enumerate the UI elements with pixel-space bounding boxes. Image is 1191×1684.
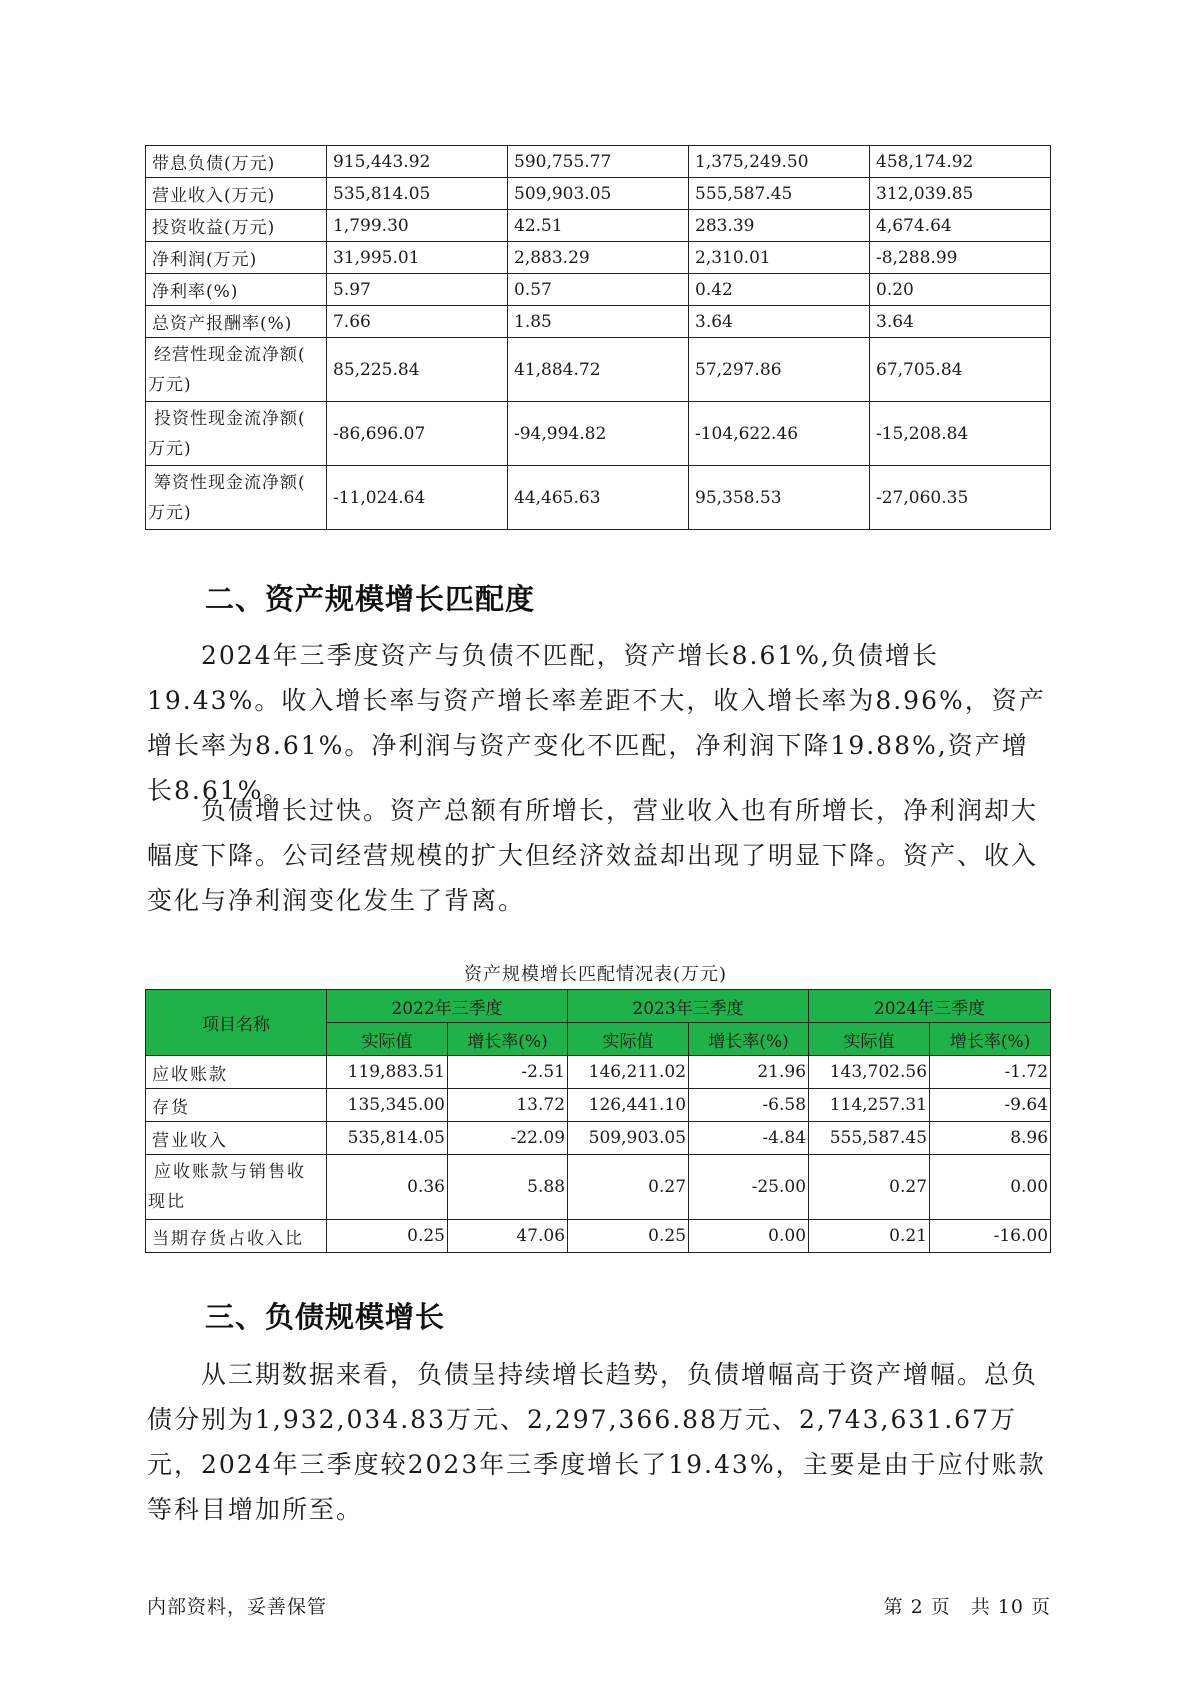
column-header: 2023年三季度 xyxy=(568,990,809,1023)
table-cell: 47.06 xyxy=(448,1220,568,1253)
table-cell: 5.97 xyxy=(327,274,508,306)
row-label-line: 现比 xyxy=(148,1192,186,1212)
row-label: 当期存货占收入比 xyxy=(146,1220,327,1253)
row-label xyxy=(146,402,327,466)
table-row xyxy=(146,274,1051,306)
table-caption: 资产规模增长匹配情况表(万元) xyxy=(463,964,728,985)
table-cell: 0.25 xyxy=(327,1220,448,1253)
row-label: 存货 xyxy=(146,1089,327,1122)
table-cell: 3.64 xyxy=(689,306,870,338)
row-label: 净利率(%) xyxy=(146,274,327,306)
footer-page-number: 第 2 页 共 10 页 xyxy=(883,1596,1051,1618)
table-cell: 0.25 xyxy=(568,1220,689,1253)
table-cell: 13.72 xyxy=(448,1089,568,1122)
table-cell: 135,345.00 xyxy=(327,1089,448,1122)
table-cell: 3.64 xyxy=(870,306,1051,338)
table-header-row xyxy=(146,990,1051,1023)
table-row xyxy=(146,466,1051,530)
table-row xyxy=(146,1056,1051,1089)
row-label: 净利润(万元) xyxy=(146,242,327,274)
table-cell: -8,288.99 xyxy=(870,242,1051,274)
row-label: 投资收益(万元) xyxy=(146,210,327,242)
table-cell: 85,225.84 xyxy=(327,338,508,402)
row-label: 总资产报酬率(%) xyxy=(146,306,327,338)
column-header: 增长率(%) xyxy=(930,1023,1051,1056)
row-label: 营业收入 xyxy=(146,1122,327,1155)
table-cell: 57,297.86 xyxy=(689,338,870,402)
column-header: 2024年三季度 xyxy=(809,990,1051,1023)
table-row xyxy=(146,210,1051,242)
table-cell: 535,814.05 xyxy=(327,178,508,210)
row-label xyxy=(146,338,327,402)
table-cell: 8.96 xyxy=(930,1122,1051,1155)
table-cell: 126,441.10 xyxy=(568,1089,689,1122)
table-cell: -4.84 xyxy=(689,1122,809,1155)
table-cell: 5.88 xyxy=(448,1155,568,1220)
column-header: 项目名称 xyxy=(146,990,327,1056)
table-cell: 458,174.92 xyxy=(870,146,1051,178)
row-label-line: 经营性现金流净额( xyxy=(154,344,306,365)
table-cell: 4,674.64 xyxy=(870,210,1051,242)
table-cell: -86,696.07 xyxy=(327,402,508,466)
table-cell: -22.09 xyxy=(448,1122,568,1155)
body-paragraph: 从三期数据来看，负债呈持续增长趋势，负债增幅高于资产增幅。总负债分别为1,932,034.83万元、2,297,366.88万元、2,743,631.67万元，2024年三季度较2023年三季度增长了19.43%，主要是由于应付账款等科目增加所至。 xyxy=(147,1360,1046,1524)
row-label-line: 筹资性现金流净额( xyxy=(154,472,306,493)
table-row xyxy=(146,242,1051,274)
table-row xyxy=(146,178,1051,210)
table-cell: -25.00 xyxy=(689,1155,809,1220)
table-cell: 21.96 xyxy=(689,1056,809,1089)
table-cell: -15,208.84 xyxy=(870,402,1051,466)
column-header: 增长率(%) xyxy=(689,1023,809,1056)
section-heading: 二、资产规模增长匹配度 xyxy=(205,582,536,616)
table-cell: 42.51 xyxy=(508,210,689,242)
table-cell: 915,443.92 xyxy=(327,146,508,178)
body-paragraph: 2024年三季度资产与负债不匹配，资产增长8.61%,负债增长19.43%。收入增长率与资产增长率差距不大，收入增长率为8.96%，资产增长率为8.61%。净利润与资产变化不匹配，净利润下降19.88%,资产增长8.61%。 xyxy=(147,641,1046,805)
table-row xyxy=(146,306,1051,338)
table-cell: 0.57 xyxy=(508,274,689,306)
column-header: 实际值 xyxy=(809,1023,930,1056)
table-cell: -2.51 xyxy=(448,1056,568,1089)
table-row xyxy=(146,1220,1051,1253)
table-cell: 1,375,249.50 xyxy=(689,146,870,178)
table-cell: -16.00 xyxy=(930,1220,1051,1253)
table-cell: -11,024.64 xyxy=(327,466,508,530)
table-row xyxy=(146,146,1051,178)
table-cell: 0.21 xyxy=(809,1220,930,1253)
table-cell: 146,211.02 xyxy=(568,1056,689,1089)
table-cell: -6.58 xyxy=(689,1089,809,1122)
row-label: 营业收入(万元) xyxy=(146,178,327,210)
table-cell: 555,587.45 xyxy=(689,178,870,210)
table-cell: 2,883.29 xyxy=(508,242,689,274)
table-cell: 590,755.77 xyxy=(508,146,689,178)
row-label: 应收账款 xyxy=(146,1056,327,1089)
table-cell: 41,884.72 xyxy=(508,338,689,402)
table-cell: 509,903.05 xyxy=(568,1122,689,1155)
column-header: 增长率(%) xyxy=(448,1023,568,1056)
column-header: 2022年三季度 xyxy=(327,990,568,1023)
column-header: 实际值 xyxy=(327,1023,448,1056)
financial-summary-table xyxy=(145,145,1051,530)
table-cell: 535,814.05 xyxy=(327,1122,448,1155)
row-label-line: 应收账款与销售收 xyxy=(154,1162,306,1182)
table-cell: 0.00 xyxy=(689,1220,809,1253)
table-cell: 0.20 xyxy=(870,274,1051,306)
table-cell: 0.00 xyxy=(930,1155,1051,1220)
table-row xyxy=(146,1089,1051,1122)
table-cell: 283.39 xyxy=(689,210,870,242)
table-cell: 119,883.51 xyxy=(327,1056,448,1089)
row-label: 带息负债(万元) xyxy=(146,146,327,178)
table-cell: 114,257.31 xyxy=(809,1089,930,1122)
table-cell: 31,995.01 xyxy=(327,242,508,274)
table-cell: 1,799.30 xyxy=(327,210,508,242)
row-label-line: 万元) xyxy=(148,374,192,395)
table-cell: -9.64 xyxy=(930,1089,1051,1122)
table-row xyxy=(146,1122,1051,1155)
table-cell: 555,587.45 xyxy=(809,1122,930,1155)
table-cell: 44,465.63 xyxy=(508,466,689,530)
table-cell: -104,622.46 xyxy=(689,402,870,466)
table-cell: -1.72 xyxy=(930,1056,1051,1089)
table-cell: 0.27 xyxy=(568,1155,689,1220)
row-label xyxy=(146,1155,327,1220)
row-label-line: 投资性现金流净额( xyxy=(154,408,306,429)
footer-confidential-note: 内部资料，妥善保管 xyxy=(147,1596,328,1618)
table-cell: 0.42 xyxy=(689,274,870,306)
table-cell: 2,310.01 xyxy=(689,242,870,274)
table-cell: 95,358.53 xyxy=(689,466,870,530)
column-header: 实际值 xyxy=(568,1023,689,1056)
table-row xyxy=(146,338,1051,402)
table-cell: 1.85 xyxy=(508,306,689,338)
body-paragraph: 负债增长过快。资产总额有所增长，营业收入也有所增长，净利润却大幅度下降。公司经营规模的扩大但经济效益却出现了明显下降。资产、收入变化与净利润变化发生了背离。 xyxy=(147,796,1039,915)
table-cell: -94,994.82 xyxy=(508,402,689,466)
row-label xyxy=(146,466,327,530)
table-cell: 0.27 xyxy=(809,1155,930,1220)
table-cell: -27,060.35 xyxy=(870,466,1051,530)
row-label-line: 万元) xyxy=(148,502,192,523)
table-cell: 509,903.05 xyxy=(508,178,689,210)
table-cell: 143,702.56 xyxy=(809,1056,930,1089)
section-heading: 三、负债规模增长 xyxy=(205,1300,446,1334)
table-cell: 312,039.85 xyxy=(870,178,1051,210)
table-row xyxy=(146,1155,1051,1220)
asset-growth-match-table xyxy=(145,989,1051,1253)
row-label-line: 万元) xyxy=(148,438,192,459)
table-cell: 67,705.84 xyxy=(870,338,1051,402)
table-row xyxy=(146,402,1051,466)
table-cell: 0.36 xyxy=(327,1155,448,1220)
table-cell: 7.66 xyxy=(327,306,508,338)
